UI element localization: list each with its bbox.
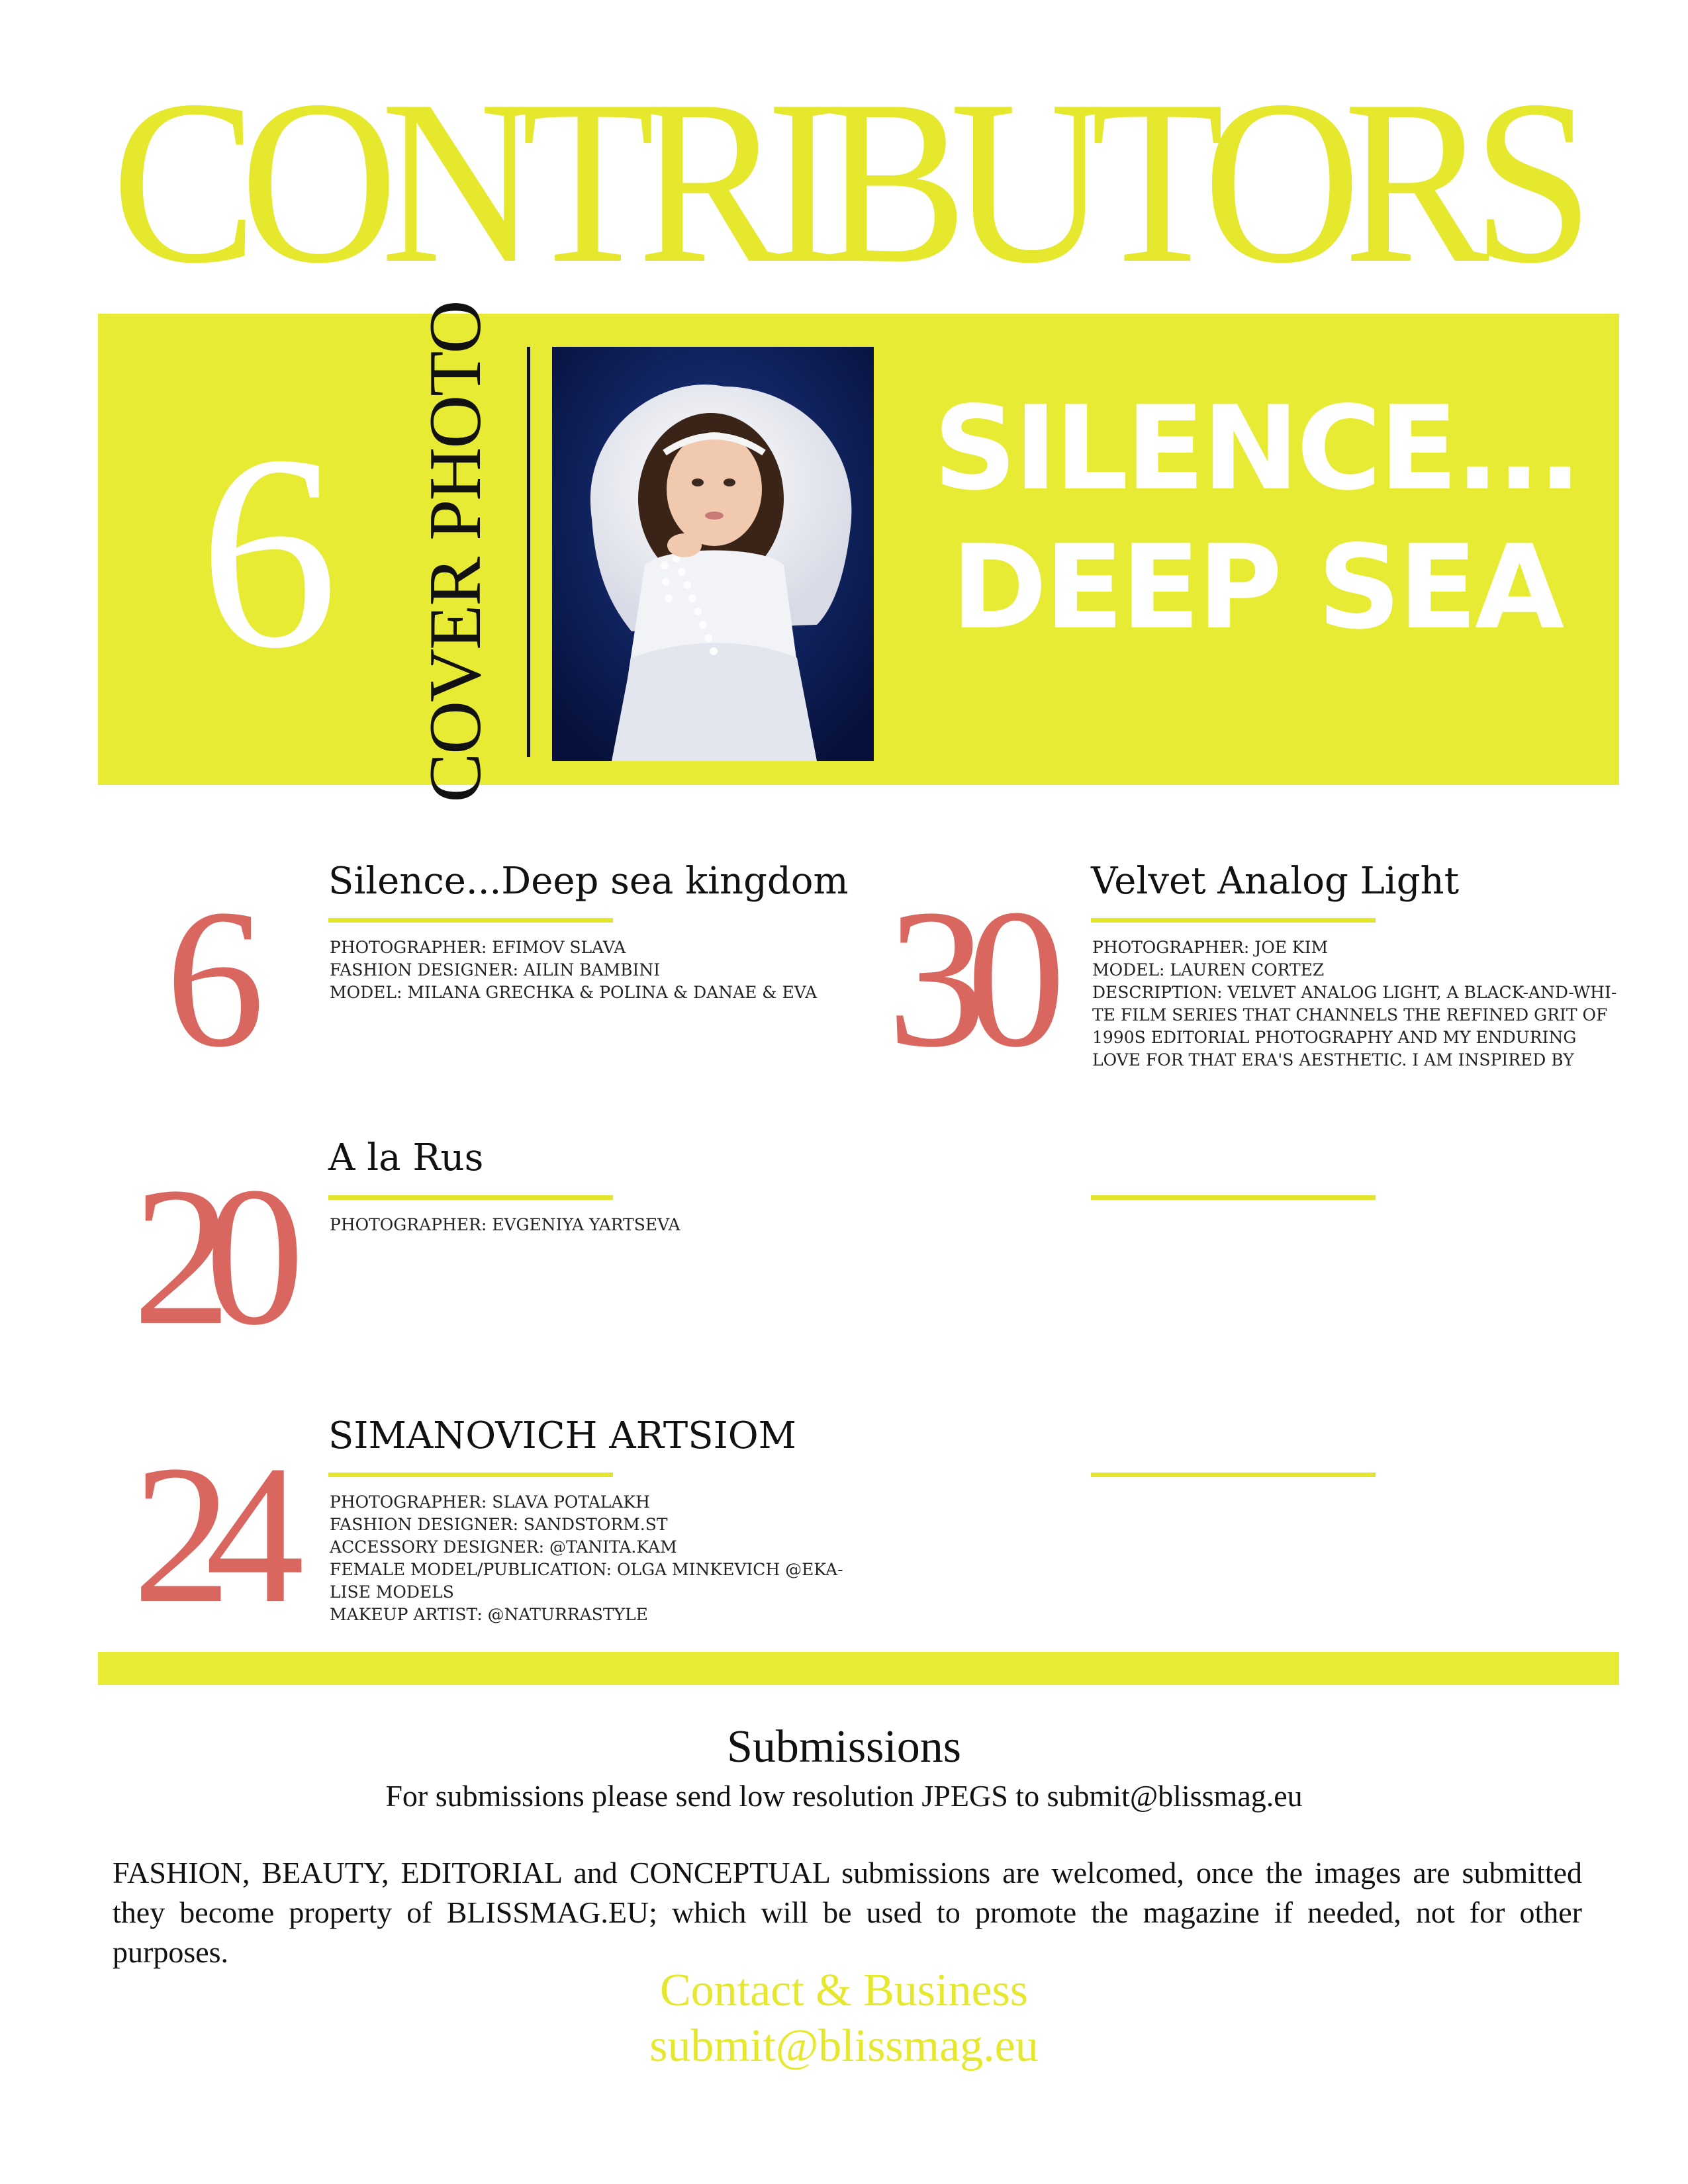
entry-underline [1091, 918, 1376, 923]
credit-line: PHOTOGRAPHER: JOE KIM [1092, 938, 1329, 957]
credit-line: ACCESSORY DESIGNER: @TANITA.KAM [330, 1537, 677, 1557]
submissions-terms: FASHION, BEAUTY, EDITORIAL and CONCEPTUAL submissions are welcomed, once the images are submitted they become property of BLISSMAG.EU; which will be used to promote the magazine if needed, not for other purposes. [113, 1856, 1582, 1969]
credit-line: MODEL: LAUREN CORTEZ [1092, 960, 1325, 979]
entry-underline [328, 1473, 613, 1477]
cover-story-title [925, 380, 1587, 658]
entry-page-number: 24 [132, 1424, 278, 1644]
entry-credits [1092, 936, 1617, 1071]
cover-label-container [389, 301, 522, 803]
contact-heading: Contact & Business [659, 1965, 1029, 2016]
submissions-heading: Submissions [727, 1721, 961, 1772]
cover-title-line-2: DEEP SEA [951, 521, 1562, 655]
credit-line: DESCRIPTION: VELVET ANALOG LIGHT, A BLACK-AND-WHI- [1092, 983, 1617, 1002]
cover-label: COVER PHOTO [414, 301, 496, 803]
submissions-instructions: For submissions please send low resolution JPEGS to submit@blissmag.eu [385, 1779, 1303, 1813]
credit-line: MODEL: MILANA GRECHKA & POLINA & DANAE & EVA [330, 983, 818, 1002]
credit-line: FASHION DESIGNER: AILIN BAMBINI [330, 960, 661, 979]
credit-line: TE FILM SERIES THAT CHANNELS THE REFINED GRIT OF [1092, 1005, 1608, 1024]
cover-title-line-1: SILENCE... [933, 382, 1580, 516]
entry-title: A la Rus [328, 1136, 484, 1179]
entry-credits [330, 1214, 680, 1236]
entry-page-number: 30 [887, 868, 1046, 1088]
credit-line: PHOTOGRAPHER: EVGENIYA YARTSEVA [330, 1215, 680, 1234]
credit-line: PHOTOGRAPHER: EFIMOV SLAVA [330, 938, 626, 957]
entry-underline [328, 918, 613, 923]
credit-line: FASHION DESIGNER: SANDSTORM.ST [330, 1515, 668, 1534]
cover-photo [552, 347, 874, 761]
entry-title: SIMANOVICH ARTSIOM [328, 1414, 796, 1457]
credit-line: LOVE FOR THAT ERA'S AESTHETIC. I AM INSPIRED BY [1092, 1050, 1574, 1069]
entry-underline [328, 1195, 613, 1200]
credit-line: PHOTOGRAPHER: SLAVA POTALAKH [330, 1492, 650, 1512]
cover-divider [527, 347, 530, 757]
entry-credits [330, 936, 817, 1004]
entry-credits [330, 1491, 843, 1626]
credit-line: MAKEUP ARTIST: @NATURRASTYLE [330, 1605, 648, 1624]
footer-divider-bar [98, 1652, 1619, 1685]
cover-banner [98, 301, 1619, 803]
credit-line: FEMALE MODEL/PUBLICATION: OLGA MINKEVICH @EKA- [330, 1560, 843, 1579]
credit-line: 1990S EDITORIAL PHOTOGRAPHY AND MY ENDURING [1092, 1028, 1577, 1047]
empty-entry-underline [1091, 1195, 1376, 1200]
masthead-title: CONTRIBUTORS [111, 52, 1577, 312]
empty-entry-underline [1091, 1473, 1376, 1477]
cover-page-number: 6 [199, 398, 338, 705]
contact-email: submit@blissmag.eu [649, 2021, 1039, 2071]
entry-title: Silence...Deep sea kingdom [328, 860, 849, 903]
entry-page-number: 6 [165, 868, 265, 1088]
entry-page-number: 20 [132, 1146, 278, 1366]
credit-line: LISE MODELS [330, 1582, 454, 1602]
cover-photo-illustration [552, 347, 874, 761]
entry-title: Velvet Analog Light [1091, 860, 1460, 903]
